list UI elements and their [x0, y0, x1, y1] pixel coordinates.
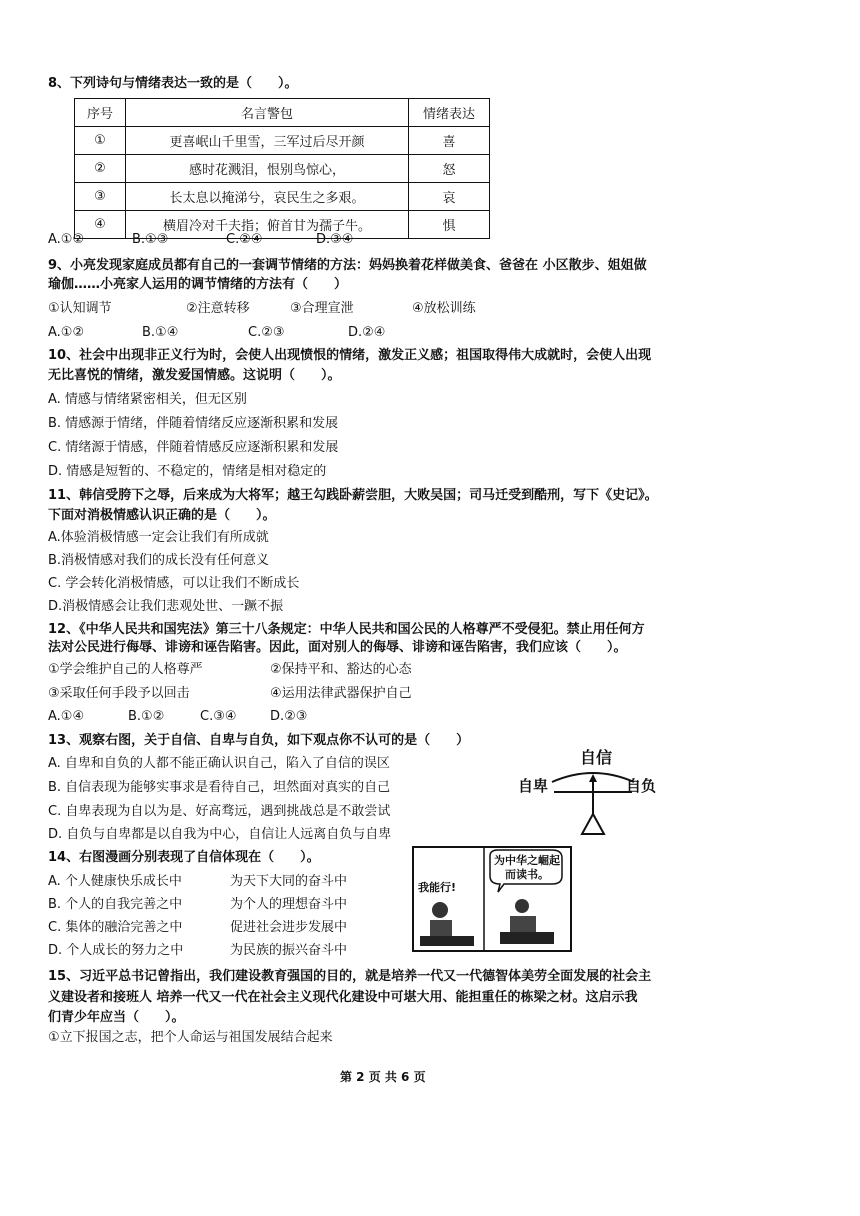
q9-item3: ③合理宣泄 [290, 301, 354, 316]
table-header-row [75, 99, 490, 127]
q9-item1: ①认知调节 [48, 301, 112, 316]
q13-option-a: A. 自卑和自负的人都不能正确认识自己，陷入了自信的误区 [48, 756, 390, 771]
table-cell: 感时花溅泪，恨别鸟惊心， [126, 155, 409, 183]
q9-item2: ②注意转移 [186, 301, 250, 316]
q12-line1: 12、《中华人民共和国宪法》第三十八条规定：中华人民共和国公民的人格尊严不受侵犯。禁止用任何方 [48, 622, 645, 637]
q14-option-b-right: 为个人的理想奋斗中 [230, 897, 348, 912]
q15-item1: ①立下报国之志，把个人命运与祖国发展结合起来 [48, 1030, 333, 1045]
table-cell: 怒 [409, 155, 490, 183]
q10-option-a: A. 情感与情绪紧密相关，但无区别 [48, 392, 247, 407]
q10-option-c: C. 情绪源于情感，伴随着情感反应逐渐积累和发展 [48, 440, 339, 455]
q9-line2: 瑜伽……小亮家人运用的调节情绪的方法有（ ） [48, 277, 348, 292]
table-cell: 惧 [409, 211, 490, 239]
q9-item4: ④放松训练 [412, 301, 476, 316]
cartoon-figure [412, 846, 572, 952]
confidence-balance-figure [518, 748, 668, 842]
table-header: 情绪表达 [409, 99, 490, 127]
table-cell: 哀 [409, 183, 490, 211]
q14-stem: 14、右图漫画分别表现了自信体现在（ ）。 [48, 850, 320, 865]
q8-stem: 8、下列诗句与情绪表达一致的是（ ）。 [48, 76, 298, 91]
q12-option-d: D.②③ [270, 709, 308, 724]
q12-line2: 法对公民进行侮辱、诽谤和诬告陷害。因此，面对别人的侮辱、诽谤和诬告陷害，我们应该（ ）。 [48, 640, 627, 655]
table-cell: ④ [75, 211, 126, 239]
q12-item4: ④运用法律武器保护自己 [270, 686, 412, 701]
table-cell: 更喜岷山千里雪，三军过后尽开颜 [126, 127, 409, 155]
q12-option-c: C.③④ [200, 709, 237, 724]
table-header: 序号 [75, 99, 126, 127]
q13-option-b: B. 自信表现为能够实事求是看待自己，坦然面对真实的自己 [48, 780, 391, 795]
q11-option-d: D.消极情感会让我们悲观处世、一蹶不振 [48, 599, 284, 614]
q9-option-a: A.①② [48, 325, 85, 340]
q12-item1: ①学会维护自己的人格尊严 [48, 662, 203, 677]
table-cell: ③ [75, 183, 126, 211]
q9-option-c: C.②③ [248, 325, 285, 340]
q8-option-b: B.①③ [132, 232, 169, 247]
q14-option-d-left: D. 个人成长的努力之中 [48, 943, 184, 958]
table-cell: 横眉冷对千夫指；俯首甘为孺子牛。 [126, 211, 409, 239]
q9-option-d: D.②④ [348, 325, 386, 340]
q15-line2: 义建设者和接班人 培养一代又一代在社会主义现代化建设中可堪大用、能担重任的栋梁之材。这启示我 [48, 990, 638, 1005]
q14-option-b-left: B. 个人的自我完善之中 [48, 897, 183, 912]
q8-option-c: C.②④ [226, 232, 263, 247]
table-cell: 喜 [409, 127, 490, 155]
q13-option-c: C. 自卑表现为自以为是、好高骛远，遇到挑战总是不敢尝试 [48, 804, 391, 819]
q9-option-b: B.①④ [142, 325, 179, 340]
q11-option-c: C. 学会转化消极情感，可以让我们不断成长 [48, 576, 300, 591]
cartoon-left-caption: 我能行! [418, 881, 457, 894]
q12-item3: ③采取任何手段予以回击 [48, 686, 190, 701]
q12-item2: ②保持平和、豁达的心态 [270, 662, 412, 677]
q14-option-a-left: A. 个人健康快乐成长中 [48, 874, 182, 889]
q10-option-d: D. 情感是短暂的、不稳定的，情绪是相对稳定的 [48, 464, 327, 479]
table-cell: 长太息以掩涕兮，哀民生之多艰。 [126, 183, 409, 211]
q11-option-a: A.体验消极情感一定会让我们有所成就 [48, 530, 269, 545]
q12-option-b: B.①② [128, 709, 165, 724]
q10-line2: 无比喜悦的情绪，激发爱国情感。这说明（ ）。 [48, 368, 341, 383]
balance-icon [518, 752, 668, 842]
table-row [75, 183, 490, 211]
table-row [75, 155, 490, 183]
table-row [75, 127, 490, 155]
q11-option-b: B.消极情感对我们的成长没有任何意义 [48, 553, 270, 568]
q10-line1: 10、社会中出现非正义行为时，会使人出现愤恨的情绪，激发正义感；祖国取得伟大成就时，会使人出现 [48, 348, 652, 363]
figure-label-inferiority: 自卑 [518, 777, 549, 795]
q8-option-a: A.①② [48, 232, 85, 247]
page-number: 第 2 页 共 6 页 [340, 1070, 426, 1084]
figure-label-confidence: 自信 [580, 748, 613, 767]
q9-line1: 9、小亮发现家庭成员都有自己的一套调节情绪的方法：妈妈换着花样做美食、爸爸在 小区散步、姐姐做 [48, 258, 647, 273]
q13-stem: 13、观察右图，关于自信、自卑与自负，如下观点你不认可的是（ ） [48, 733, 470, 748]
q14-option-d-right: 为民族的振兴奋斗中 [230, 943, 348, 958]
q8-table [74, 98, 490, 239]
q15-line1: 15、习近平总书记曾指出，我们建设教育强国的目的，就是培养一代又一代德智体美劳全面发展的社会主 [48, 969, 652, 984]
q14-option-c-left: C. 集体的融洽完善之中 [48, 920, 183, 935]
q14-option-c-right: 促进社会进步发展中 [230, 920, 348, 935]
table-cell: ① [75, 127, 126, 155]
table-cell: ② [75, 155, 126, 183]
q13-option-d: D. 自负与自卑都是以自我为中心，自信让人远离自负与自卑 [48, 827, 392, 842]
q11-line1: 11、韩信受胯下之辱，后来成为大将军；越王勾践卧薪尝胆，大败吴国；司马迁受到酷刑，写下《史记》。 [48, 488, 658, 503]
q14-option-a-right: 为天下大同的奋斗中 [230, 874, 348, 889]
q12-option-a: A.①④ [48, 709, 85, 724]
q8-option-d: D.③④ [316, 232, 354, 247]
q11-line2: 下面对消极情感认识正确的是（ ）。 [48, 508, 276, 523]
figure-label-conceit: 自负 [626, 777, 657, 795]
cartoon-right-caption: 为中华之崛起而读书。 [494, 854, 560, 881]
q15-line3: 们青少年应当（ ）。 [48, 1010, 185, 1025]
q10-option-b: B. 情感源于情绪，伴随着情绪反应逐渐积累和发展 [48, 416, 339, 431]
table-header: 名言警包 [126, 99, 409, 127]
